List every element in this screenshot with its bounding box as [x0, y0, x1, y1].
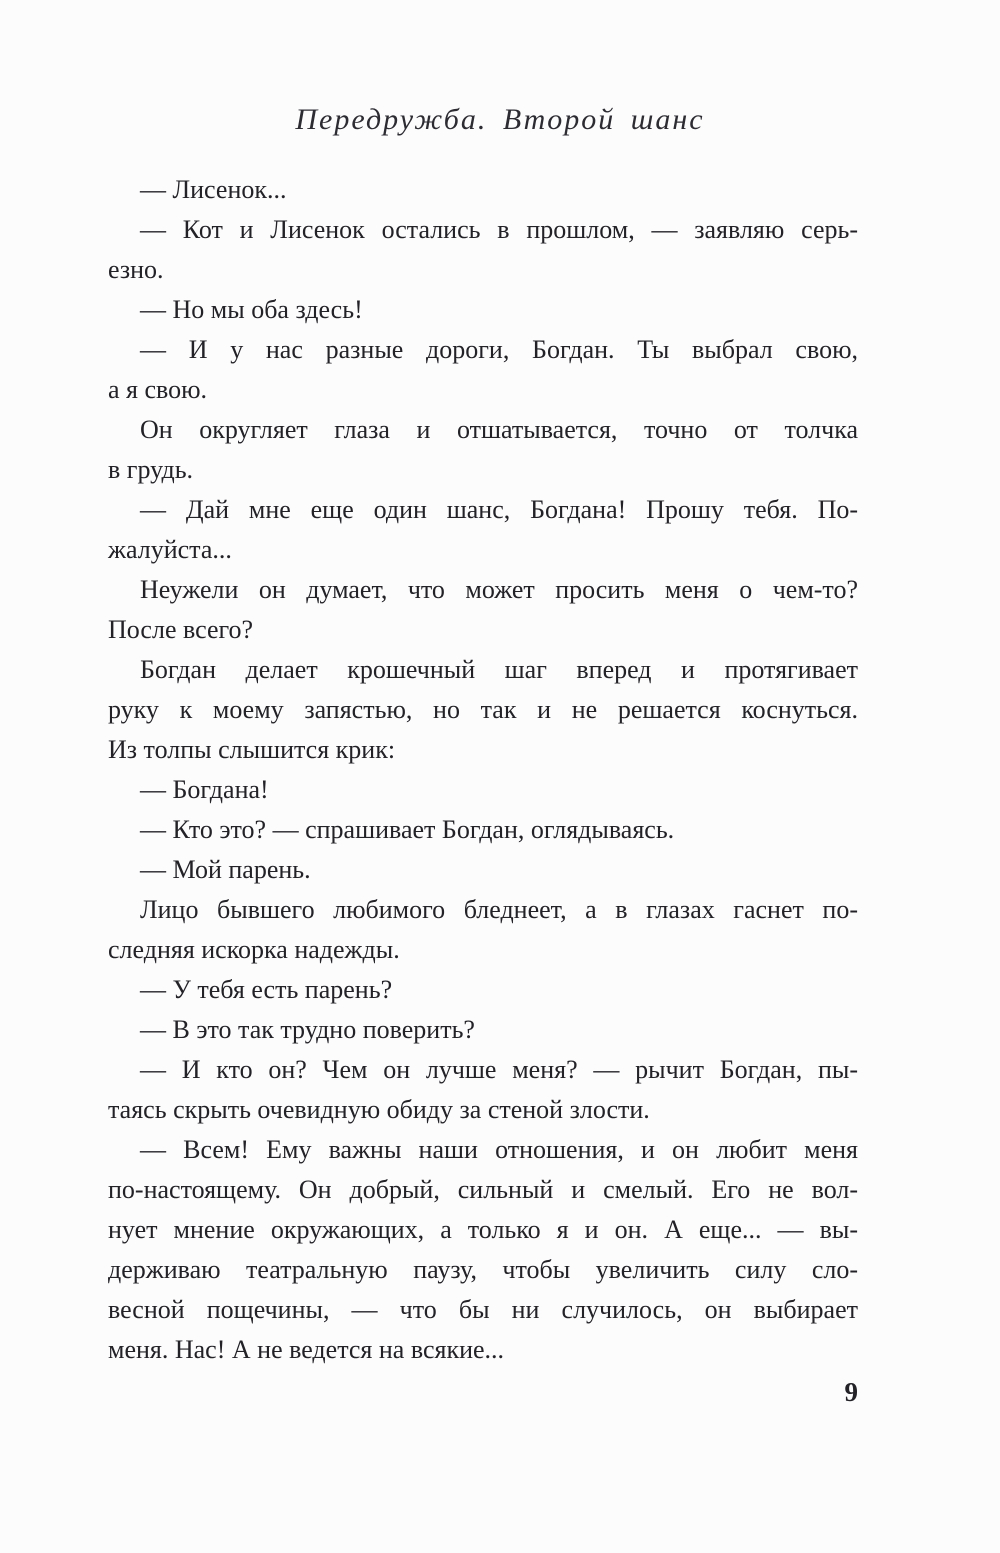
running-header: Передружба. Второй шанс	[295, 103, 705, 136]
text-line: — Кот и Лисенок остались в прошлом, — заявляю серь-	[140, 215, 858, 244]
text-line: Лицо бывшего любимого бледнеет, а в глазах гаснет по-	[140, 895, 858, 924]
text-line: — Мой парень.	[140, 855, 311, 884]
text-line: нует мнение окружающих, а только я и он. А еще... — вы-	[108, 1215, 858, 1244]
text-line: жалуйста...	[108, 535, 232, 564]
text-line: Богдан делает крошечный шаг вперед и протягивает	[140, 655, 858, 684]
text-line: — Но мы оба здесь!	[140, 295, 363, 324]
text-line: — Лисенок...	[140, 175, 287, 204]
text-line: езно.	[108, 255, 164, 284]
text-line: Он округляет глаза и отшатывается, точно от толчка	[140, 415, 858, 444]
text-line: по-настоящему. Он добрый, сильный и смелый. Его не вол-	[108, 1175, 858, 1204]
text-line: держиваю театральную паузу, чтобы увеличить силу сло-	[108, 1255, 858, 1284]
text-line: следняя искорка надежды.	[108, 935, 400, 964]
text-line: весной пощечины, — что бы ни случилось, он выбирает	[108, 1295, 858, 1324]
text-line: Неужели он думает, что может просить меня о чем-то?	[140, 575, 858, 604]
text-line: — У тебя есть парень?	[140, 975, 393, 1004]
text-line: руку к моему запястью, но так и не решается коснуться.	[108, 695, 858, 724]
text-line: а я свою.	[108, 375, 208, 404]
text-line: — Богдана!	[140, 775, 269, 804]
text-line: — И у нас разные дороги, Богдан. Ты выбрал свою,	[140, 335, 858, 364]
text-line: — И кто он? Чем он лучше меня? — рычит Богдан, пы-	[140, 1055, 858, 1084]
page-text	[108, 170, 858, 1370]
text-line: Из толпы слышится крик:	[108, 735, 396, 764]
text-line: таясь скрыть очевидную обиду за стеной злости.	[108, 1095, 650, 1124]
text-line: — Кто это? — спрашивает Богдан, оглядываясь.	[140, 815, 675, 844]
page-number: 9	[844, 1377, 858, 1407]
text-line: — Всем! Ему важны наши отношения, и он любит меня	[140, 1135, 858, 1164]
text-line: в грудь.	[108, 455, 194, 484]
text-line: — В это так трудно поверить?	[140, 1015, 475, 1044]
text-line: меня. Нас! А не ведется на всякие...	[108, 1335, 505, 1364]
text-line: — Дай мне еще один шанс, Богдана! Прошу тебя. По-	[140, 495, 858, 524]
text-line: После всего?	[108, 615, 254, 644]
